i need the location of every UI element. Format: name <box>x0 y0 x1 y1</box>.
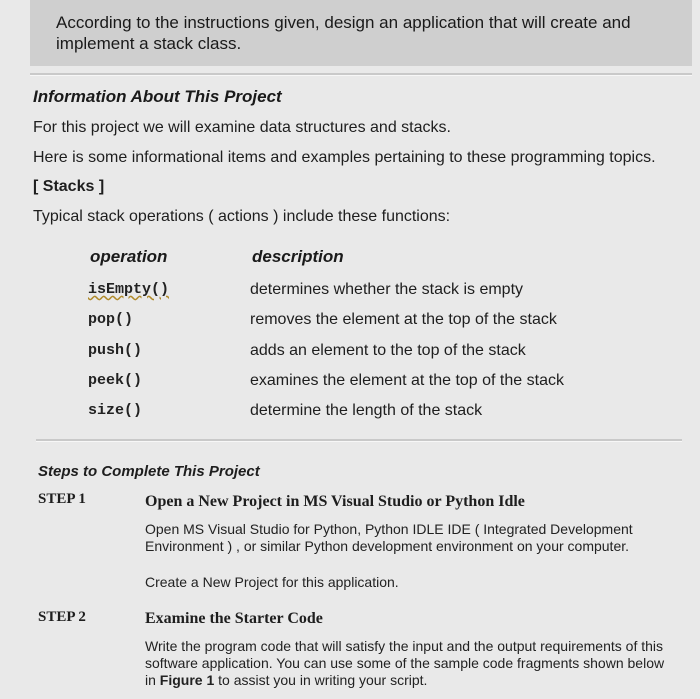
operation-name: peek() <box>88 372 143 389</box>
step-2-text-end: to assist you in writing your script. <box>214 672 428 688</box>
steps-heading: Steps to Complete This Project <box>38 463 260 480</box>
step-2-text-start: Write the program code that will satisfy the input and the output requirements of this software application. You can use some of the sample code fragments shown below in <box>145 638 665 688</box>
topic-label: [ Stacks ] <box>33 178 105 195</box>
operation-name: pop() <box>88 311 134 328</box>
operation-name: push() <box>88 342 143 359</box>
step-1-text-2: Create a New Project for this application. <box>145 574 399 590</box>
step-1-title: Open a New Project in MS Visual Studio or Python Idle <box>145 493 525 510</box>
operation-description: determine the length of the stack <box>250 402 483 419</box>
step-2-text <box>145 638 675 689</box>
section-title: Information About This Project <box>33 87 282 106</box>
operation-description: determines whether the stack is empty <box>250 281 524 298</box>
divider-middle <box>36 439 682 442</box>
intro-line-2: Here is some informational items and examples pertaining to these programming topics. <box>33 149 656 166</box>
intro-line-3: Typical stack operations ( actions ) include these functions: <box>33 208 451 225</box>
step-1-label: STEP 1 <box>38 491 86 507</box>
step-2-title: Examine the Starter Code <box>145 610 323 627</box>
figure-reference: Figure 1 <box>159 672 215 688</box>
operation-description: adds an element to the top of the stack <box>250 342 526 359</box>
step-2-label: STEP 2 <box>38 609 86 625</box>
operation-description: removes the element at the top of the stack <box>250 311 557 328</box>
operation-description: examines the element at the top of the stack <box>250 372 564 389</box>
operation-column-header: operation <box>90 247 168 266</box>
operation-name: isEmpty() <box>88 281 170 298</box>
intro-line-1: For this project we will examine data structures and stacks. <box>33 119 451 136</box>
divider-top <box>30 73 692 76</box>
description-column-header: description <box>252 247 344 266</box>
operation-name: size() <box>88 402 143 419</box>
step-1-text: Open MS Visual Studio for Python, Python IDLE IDE ( Integrated Development Environment ) , or similar Python development environment on your computer. <box>145 521 633 554</box>
instruction-text: According to the instructions given, design an application that will create and implement a stack class. <box>56 13 631 53</box>
